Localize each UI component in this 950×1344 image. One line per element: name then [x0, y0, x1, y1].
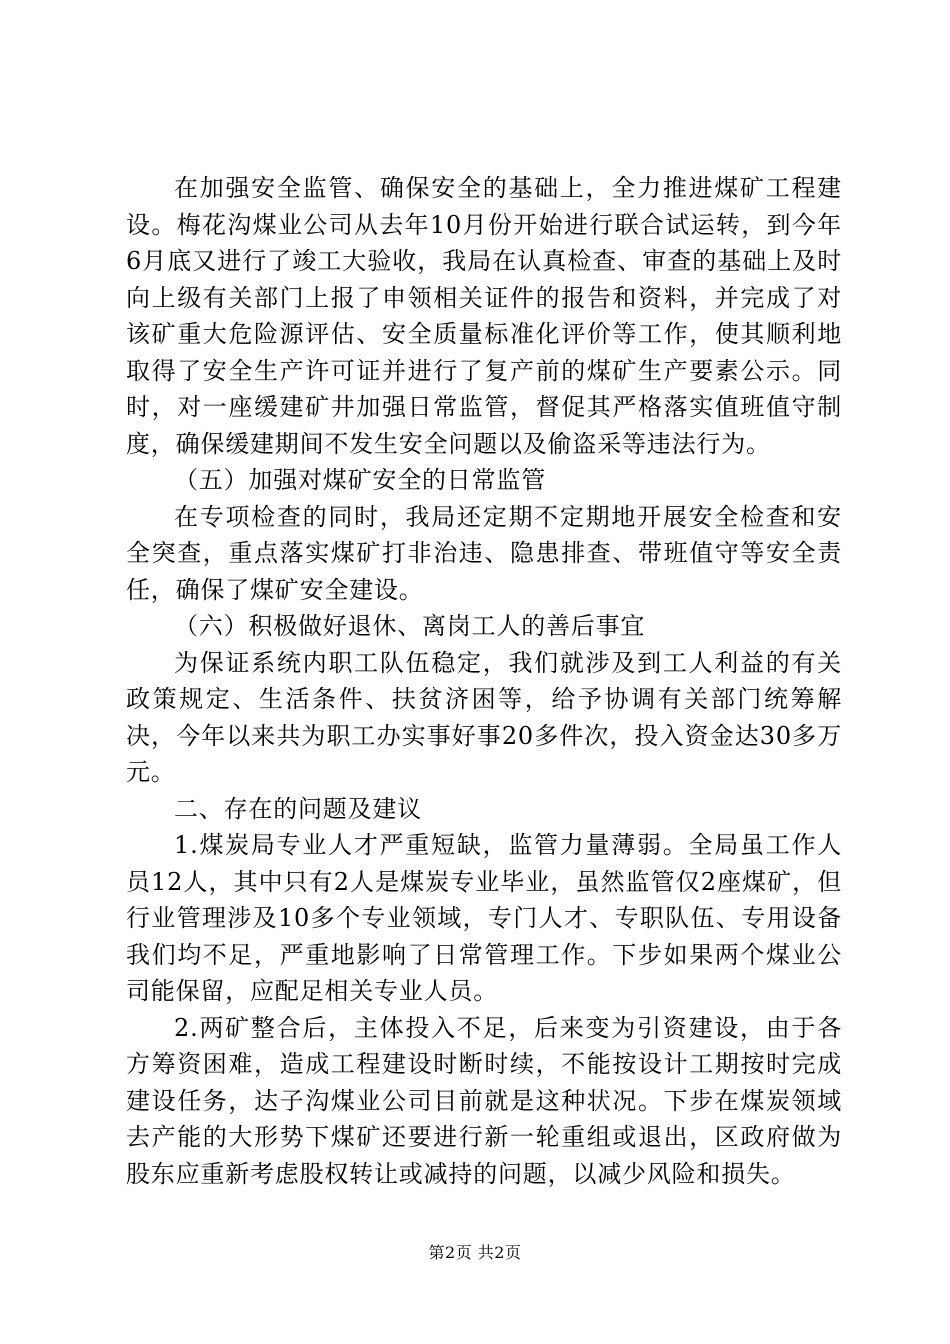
section-heading-daily-supervision: （五）加强对煤矿安全的日常监管 — [174, 466, 546, 494]
paragraph-problem-2: 2.两矿整合后，主体投入不足，后来变为引资建设，由于各方筹资困难，造成工程建设时断时续，不能按设计工期按时完成建设任务，达子沟煤业公司目前就是这种状况。下步在煤炭领域去产能的大形势下煤矿还要进行新一轮重组或退出，区政府做为股东应重新考虑股权转让或减持的问题，以减少风险和损失。 — [126, 1013, 842, 1188]
section-heading-problems-suggestions: 二、存在的问题及建议 — [174, 794, 422, 823]
page-number-footer: 第2页 共2页 — [428, 1243, 522, 1262]
document-body — [126, 170, 842, 1192]
paragraph-special-inspection: 在专项检查的同时，我局还定期不定期地开展安全检查和安全突查，重点落实煤矿打非治违、隐患排查、带班值守等安全责任，确保了煤矿安全建设。 — [126, 502, 842, 604]
paragraph-project-construction: 在加强安全监管、确保安全的基础上，全力推进煤矿工程建设。梅花沟煤业公司从去年10月份开始进行联合试运转，到今年6月底又进行了竣工大验收，我局在认真检查、审查的基础上及时向上级有关部门上报了申领相关证件的报告和资料，并完成了对该矿重大危险源评估、安全质量标准化评价等工作，使其顺利地取得了安全生产许可证并进行了复产前的煤矿生产要素公示。同时，对一座缓建矿井加强日常监管，督促其严格落实值班值守制度，确保缓建期间不发生安全问题以及偷盗采等违法行为。 — [126, 174, 842, 458]
paragraph-workforce-stability: 为保证系统内职工队伍稳定，我们就涉及到工人利益的有关政策规定、生活条件、扶贫济困等，给予协调有关部门统筹解决，今年以来共为职工办实事好事20多件次，投入资金达30多万元。 — [126, 648, 842, 786]
section-heading-retired-workers: （六）积极做好退休、离岗工人的善后事宜 — [174, 612, 646, 640]
paragraph-problem-1: 1.煤炭局专业人才严重短缺，监管力量薄弱。全局虽工作人员12人，其中只有2人是煤炭专业毕业，虽然监管仅2座煤矿，但行业管理涉及10多个专业领域，专门人才、专职队伍、专用设备我们均不足，严重地影响了日常管理工作。下步如果两个煤业公司能保留，应配足相关专业人员。 — [126, 831, 842, 1005]
